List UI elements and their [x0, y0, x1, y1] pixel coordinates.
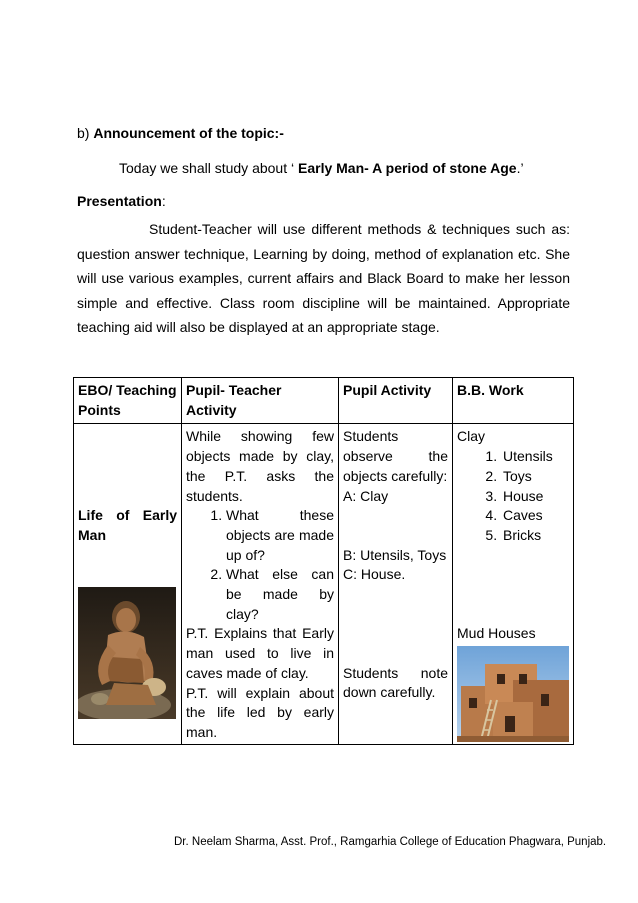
presentation-heading — [77, 192, 166, 210]
pt-question: 2. What else can be made by clay? — [226, 565, 334, 624]
table-header-row — [74, 378, 574, 424]
header-bb-work: B.B. Work — [453, 378, 574, 424]
page-footer: Dr. Neelam Sharma, Asst. Prof., Ramgarhia College of Education Phagwara, Punjab. — [174, 836, 607, 848]
announcement-prefix: Today we shall study about ‘ — [119, 160, 298, 176]
presentation-paragraph — [77, 217, 570, 340]
bb-item-list — [457, 447, 569, 546]
bb-item: 5. Bricks — [501, 526, 569, 546]
header-pupil-activity: Pupil Activity — [339, 378, 453, 424]
ebo-point: Life of Early Man — [78, 507, 177, 543]
mud-houses-photo — [457, 646, 569, 742]
bb-item: 1. Utensils — [501, 447, 569, 467]
pupil-note: Students note down carefully. — [343, 664, 448, 701]
table-body-row — [74, 424, 574, 744]
pt-question: 1. What these objects are made up of? — [226, 506, 334, 565]
pt-intro: While showing few objects made by clay, the P.T. asks the students. — [186, 428, 334, 504]
section-label: b) — [77, 125, 94, 141]
announcement-sentence — [119, 159, 524, 177]
announcement-topic: Early Man- A period of stone Age — [298, 160, 517, 176]
pt-explains: P.T. Explains that Early man used to live in caves made of clay. — [186, 625, 334, 681]
pupil-answer-b: B: Utensils, Toys — [343, 546, 447, 563]
pt-activity-cell — [182, 424, 339, 744]
bb-heading: Clay — [457, 428, 486, 445]
ebo-cell — [74, 424, 182, 744]
topic-announcement-heading — [77, 124, 284, 142]
header-pt-activity: Pupil- Teacher Activity — [182, 378, 339, 424]
announcement-suffix: .’ — [516, 160, 524, 176]
bb-item: 2. Toys — [501, 467, 569, 487]
pupil-observe: Students observe the objects carefully: — [343, 428, 448, 484]
header-ebo: EBO/ Teaching Points — [74, 378, 182, 424]
pt-question-list — [186, 506, 334, 624]
presentation-text: Student-Teacher will use different methods & techniques such as: question answer technique, Learning by doing, method of explanation etc. She will use various examples, current affairs and Black Board to make her lesson simple and effective. Class room discipline will be maintained. Appropriate teaching aid will also be displayed at an appropriate stage. — [77, 221, 570, 336]
presentation-title: Presentation — [77, 193, 162, 209]
bb-work-cell — [453, 424, 574, 744]
pupil-activity-cell — [339, 424, 453, 744]
bb-item: 4. Caves — [501, 506, 569, 526]
bb-mud-houses: Mud Houses — [457, 625, 536, 642]
bb-item: 3. House — [501, 487, 569, 507]
pupil-answer-a: A: Clay — [343, 487, 389, 504]
pt-will-explain: P.T. will explain about the life led by early man. — [186, 684, 334, 740]
early-man-photo — [78, 587, 176, 719]
lesson-plan-table — [73, 377, 574, 745]
section-title: Announcement of the topic:- — [93, 125, 284, 141]
pupil-answer-c: C: House. — [343, 566, 406, 583]
presentation-colon: : — [161, 193, 166, 209]
